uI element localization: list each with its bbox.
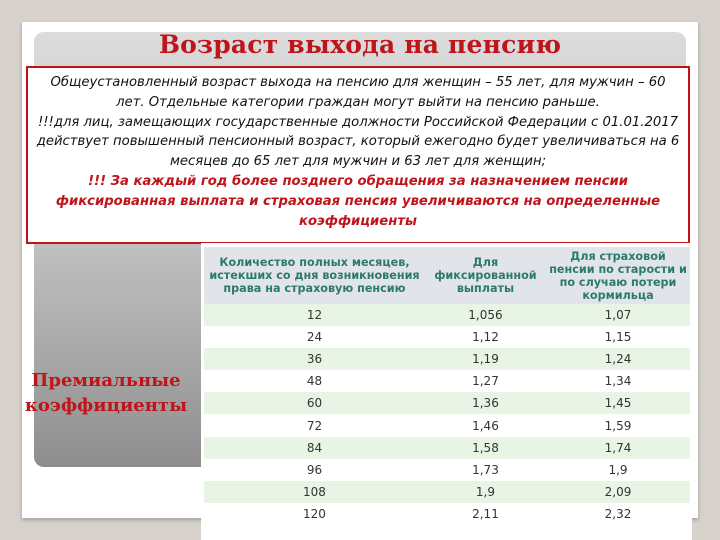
table-row <box>204 348 690 370</box>
table-header-row <box>204 247 690 304</box>
cell-insurance: 1,74 <box>546 437 690 459</box>
table-row <box>204 503 690 525</box>
cell-fixed: 1,9 <box>425 481 546 503</box>
header-months: Количество полных месяцев, истекших со дня возникновения права на страховую пенсию <box>204 247 425 304</box>
header-insurance-pension: Для страховой пенсии по старости и по случаю потери кормильца <box>546 247 690 304</box>
cell-fixed: 2,11 <box>425 503 546 525</box>
cell-insurance: 1,34 <box>546 370 690 392</box>
cell-months: 108 <box>204 481 425 503</box>
cell-months: 12 <box>204 304 425 326</box>
cell-insurance: 1,59 <box>546 414 690 436</box>
cell-fixed: 1,73 <box>425 459 546 481</box>
cell-months: 36 <box>204 348 425 370</box>
cell-fixed: 1,19 <box>425 348 546 370</box>
table-row <box>204 370 690 392</box>
premium-coefficients-label <box>16 368 196 418</box>
info-paragraph-general-age: Общеустановленный возраст выхода на пенсию для женщин – 55 лет, для мужчин – 60 лет. Отдельные категории граждан могут выйти на пенсию раньше. <box>50 75 666 110</box>
cell-insurance: 1,9 <box>546 459 690 481</box>
cell-fixed: 1,12 <box>425 326 546 348</box>
cell-months: 60 <box>204 392 425 414</box>
cell-insurance: 1,45 <box>546 392 690 414</box>
table-row <box>204 392 690 414</box>
cell-fixed: 1,46 <box>425 414 546 436</box>
info-paragraph-coefficients: !!! За каждый год более позднего обращения за назначением пенсии фиксированная выплата и страховая пенсия увеличиваются на определенные коэффициенты <box>55 173 661 229</box>
slide-title: Возраст выхода на пенсию <box>158 30 562 59</box>
cell-months: 48 <box>204 370 425 392</box>
cell-insurance: 2,09 <box>546 481 690 503</box>
header-fixed-payment: Для фиксированной выплаты <box>425 247 546 304</box>
cell-months: 24 <box>204 326 425 348</box>
cell-fixed: 1,056 <box>425 304 546 326</box>
table-row <box>204 326 690 348</box>
cell-months: 72 <box>204 414 425 436</box>
table-row <box>204 304 690 326</box>
cell-fixed: 1,58 <box>425 437 546 459</box>
coefficients-table-container <box>201 243 692 540</box>
info-paragraph-civil-servants: !!!для лиц, замещающих государственные должности Российской Федерации с 01.01.2017 действует повышенный пенсионный возраст, который ежегодно будет увеличиваться на 6 месяцев до 65 лет для мужчин и 63 лет для женщин; <box>36 114 680 170</box>
info-box <box>26 66 690 244</box>
side-label-line-1: Премиальные <box>31 370 181 391</box>
cell-insurance: 1,07 <box>546 304 690 326</box>
cell-fixed: 1,36 <box>425 392 546 414</box>
side-label-line-2: коэффициенты <box>24 395 188 416</box>
cell-insurance: 1,24 <box>546 348 690 370</box>
cell-months: 96 <box>204 459 425 481</box>
cell-months: 84 <box>204 437 425 459</box>
table-row <box>204 459 690 481</box>
cell-months: 120 <box>204 503 425 525</box>
coefficients-table <box>204 247 690 525</box>
table-row <box>204 414 690 436</box>
cell-insurance: 1,15 <box>546 326 690 348</box>
table-row <box>204 481 690 503</box>
cell-insurance: 2,32 <box>546 503 690 525</box>
table-row <box>204 437 690 459</box>
cell-fixed: 1,27 <box>425 370 546 392</box>
